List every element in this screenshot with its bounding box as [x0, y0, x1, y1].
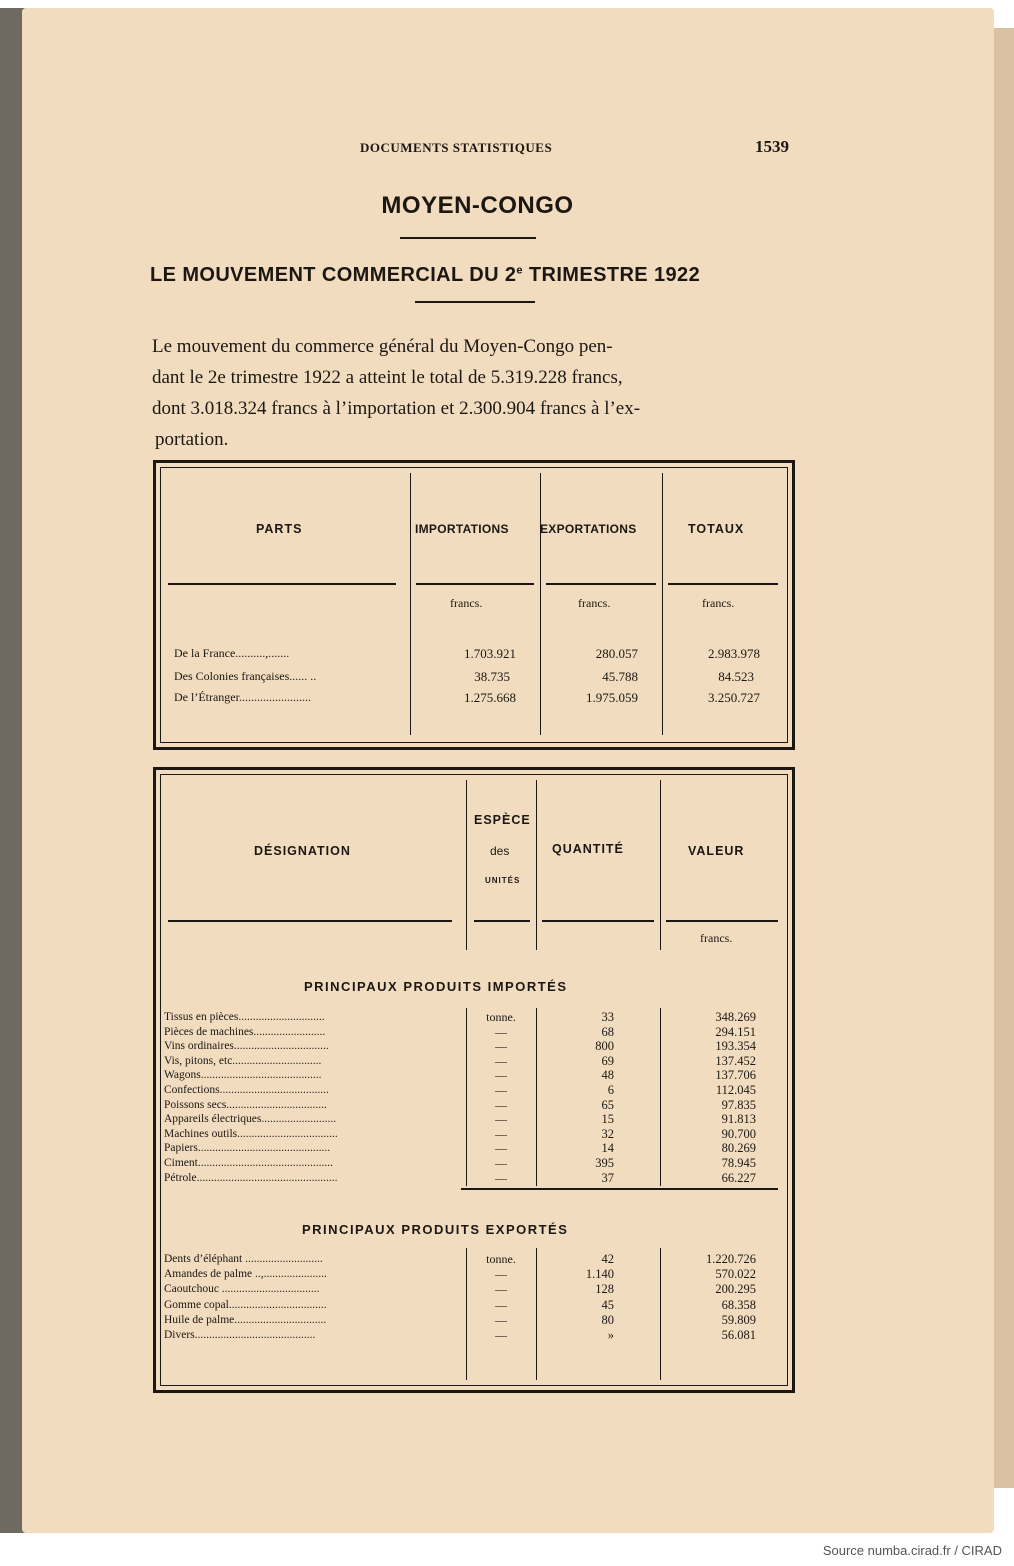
row-unit: — [495, 1039, 507, 1054]
row-unit: — [495, 1053, 507, 1068]
row-label: Huile de palme................................ [164, 1313, 327, 1326]
row-quantity: 37 [601, 1170, 614, 1185]
row-label: Ciment............................................... [164, 1157, 333, 1169]
unit-francs: francs. [450, 596, 483, 610]
row-value: 68.358 [721, 1297, 756, 1312]
column-divider [410, 473, 411, 735]
row-value: 112.045 [715, 1083, 756, 1097]
row-totaux: 2.983.978 [708, 646, 760, 661]
row-value: 56.081 [721, 1328, 756, 1342]
imports-bottom-rule [461, 1188, 778, 1190]
page-number: 1539 [755, 137, 789, 156]
subtitle-rule [415, 301, 535, 303]
products-table [153, 767, 795, 1393]
row-quantity: » [607, 1328, 614, 1342]
row-value: 193.354 [715, 1039, 756, 1054]
source-credit: Source numba.cirad.fr / CIRAD [822, 1543, 1002, 1558]
row-unit: — [495, 1024, 507, 1039]
row-value: 137.706 [715, 1068, 756, 1083]
row-unit: — [495, 1267, 507, 1282]
row-unit: — [495, 1097, 507, 1112]
row-unit: — [495, 1282, 507, 1297]
header-rule [542, 920, 654, 922]
row-quantity: 68 [601, 1024, 614, 1039]
row-value: 91.813 [721, 1112, 756, 1127]
row-unit: — [495, 1083, 507, 1097]
row-label: Tissus en pièces.............................. [164, 1011, 325, 1023]
row-value: 570.022 [715, 1267, 756, 1282]
row-value: 97.835 [721, 1097, 756, 1112]
row-label: Amandes de palme ..,...................... [164, 1268, 327, 1281]
row-value: 294.151 [715, 1024, 756, 1039]
paragraph-line: Le mouvement du commerce général du Moyen-Congo pen- [152, 336, 613, 357]
header-quantite: QUANTITÉ [552, 842, 624, 856]
row-unit: — [495, 1126, 507, 1141]
paragraph-line: dant le 2e trimestre 1922 a atteint le total de 5.319.228 francs, [152, 367, 623, 388]
unit-francs: francs. [700, 931, 733, 945]
row-totaux: 3.250.727 [708, 690, 760, 705]
row-quantity: 80 [601, 1312, 614, 1327]
title-rule [400, 237, 536, 239]
row-unit: — [495, 1141, 507, 1156]
row-label: Papiers.............................................. [164, 1142, 331, 1155]
column-divider [466, 1248, 467, 1380]
row-label: Poissons secs................................... [164, 1098, 327, 1111]
row-quantity: 65 [601, 1097, 614, 1112]
header-rule [546, 583, 656, 585]
row-label: Vis, pitons, etc............................... [164, 1054, 322, 1067]
row-quantity: 6 [607, 1083, 614, 1097]
row-quantity: 1.140 [585, 1267, 614, 1282]
row-quantity: 33 [601, 1010, 614, 1024]
column-divider [662, 473, 663, 735]
row-label: Confections...................................... [164, 1084, 329, 1096]
row-value: 80.269 [721, 1141, 756, 1156]
header-espece: ESPÈCE [474, 813, 531, 827]
running-title: DOCUMENTS STATISTIQUES [360, 140, 553, 155]
parts-table [153, 460, 795, 750]
row-quantity: 15 [601, 1112, 614, 1127]
column-divider [540, 473, 541, 735]
header-designation: DÉSIGNATION [254, 844, 351, 858]
row-exportations: 1.975.059 [586, 690, 638, 705]
row-label: Wagons.......................................... [164, 1069, 322, 1082]
imports-section-title: PRINCIPAUX PRODUITS IMPORTÉS [304, 979, 568, 994]
column-divider [660, 1008, 661, 1186]
row-quantity: 42 [601, 1252, 614, 1266]
page-edge [994, 28, 1014, 1488]
row-unit: — [495, 1156, 507, 1170]
row-unit: tonne. [486, 1252, 516, 1266]
row-unit: — [495, 1328, 507, 1342]
header-rule [168, 583, 396, 585]
row-value: 66.227 [721, 1170, 756, 1185]
row-value: 59.809 [721, 1312, 756, 1327]
row-unit: — [495, 1170, 507, 1185]
row-value: 78.945 [721, 1156, 756, 1170]
row-label: Gomme copal.................................. [164, 1298, 327, 1311]
row-label: Pétrole................................................. [164, 1171, 338, 1184]
row-unit: tonne. [486, 1010, 516, 1024]
column-divider [536, 1248, 537, 1380]
header-exportations: EXPORTATIONS [540, 522, 637, 536]
header-rule [416, 583, 534, 585]
row-exportations: 280.057 [595, 646, 638, 661]
row-label: Appareils électriques.......................... [164, 1113, 337, 1126]
row-quantity: 69 [601, 1053, 614, 1068]
paragraph-line: dont 3.018.324 francs à l’importation et 2.300.904 francs à l’ex- [152, 398, 641, 419]
paragraph-line: portation. [155, 429, 229, 450]
row-quantity: 45 [601, 1297, 614, 1312]
column-divider [660, 780, 661, 950]
header-rule [168, 920, 452, 922]
row-quantity: 128 [595, 1282, 614, 1297]
header-valeur: VALEUR [688, 844, 745, 858]
row-value: 1.220.726 [706, 1252, 756, 1266]
row-label: Machines outils................................... [164, 1127, 338, 1140]
header-totaux: TOTAUX [688, 522, 745, 536]
row-unit: — [495, 1112, 507, 1127]
row-importations: 1.703.921 [464, 646, 516, 661]
row-label: De l’Étranger........................ [174, 690, 311, 704]
row-label: Vins ordinaires................................. [164, 1040, 329, 1053]
row-totaux: 84.523 [718, 669, 754, 684]
column-divider [536, 1008, 537, 1186]
row-value: 137.452 [715, 1053, 756, 1068]
header-des: des [490, 844, 510, 858]
row-quantity: 800 [595, 1039, 614, 1054]
row-unit: — [495, 1068, 507, 1083]
row-importations: 38.735 [474, 669, 510, 684]
column-divider [536, 780, 537, 950]
unit-francs: francs. [702, 596, 735, 610]
header-rule [666, 920, 778, 922]
page-title: MOYEN-CONGO [381, 192, 574, 219]
row-importations: 1.275.668 [464, 690, 516, 705]
row-value: 90.700 [721, 1126, 756, 1141]
header-rule [474, 920, 530, 922]
unit-francs: francs. [578, 596, 611, 610]
row-unit: — [495, 1297, 507, 1312]
row-quantity: 48 [601, 1068, 614, 1083]
row-value: 200.295 [715, 1282, 756, 1297]
header-importations: IMPORTATIONS [415, 522, 509, 536]
row-value: 348.269 [715, 1010, 756, 1024]
row-label: Dents d’éléphant ........................... [164, 1253, 323, 1265]
section-subtitle: LE MOUVEMENT COMMERCIAL DU 2e TRIMESTRE 1922 [150, 264, 701, 286]
row-label: Des Colonies françaises...... .. [174, 669, 317, 683]
row-quantity: 32 [601, 1126, 614, 1141]
row-quantity: 395 [595, 1156, 614, 1170]
header-rule [668, 583, 778, 585]
row-label: Caoutchouc .................................. [164, 1283, 320, 1296]
intro-paragraph [152, 331, 802, 455]
header-parts: PARTS [256, 522, 303, 536]
row-quantity: 14 [601, 1141, 614, 1156]
row-label: Pièces de machines......................... [164, 1025, 326, 1038]
exports-section-title: PRINCIPAUX PRODUITS EXPORTÉS [302, 1222, 569, 1237]
row-label: Divers.......................................... [164, 1329, 316, 1341]
column-divider [660, 1248, 661, 1380]
column-divider [466, 1008, 467, 1186]
row-exportations: 45.788 [602, 669, 638, 684]
row-label: De la France..........,....... [174, 646, 290, 660]
row-unit: — [495, 1312, 507, 1327]
column-divider [466, 780, 467, 950]
header-unites: UNITÉS [485, 876, 521, 885]
